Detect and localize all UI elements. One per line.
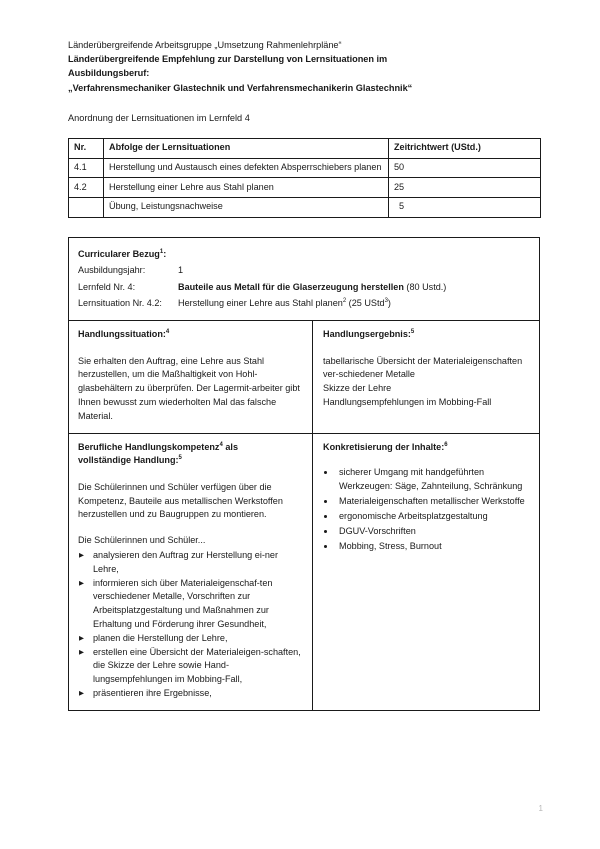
handlungssituation-text: Sie erhalten den Auftrag, eine Lehre aus Stahl herzustellen, um die Maßhaltigkeit von Hohl-glasbehältern zu überprüfen. Der Lagermit-arbeiter gibt Ihnen bewusst zum wiederholten Mal das falsche Material. [78, 355, 300, 421]
list-item: • sicherer Umgang mit handgeführten Werkzeugen: Säge, Zahnteilung, Schränkung [336, 466, 531, 494]
footnote-marker-1: 1 [159, 248, 164, 255]
lernfeld-hours: (80 Ustd.) [403, 281, 447, 292]
handlungsergebnis-heading [323, 328, 531, 342]
konkretisierung-heading [323, 441, 531, 455]
handlungsergebnis-line: tabellarische Übersicht der Materialeigenschaften ver-schiedener Metalle [323, 355, 523, 380]
lernsituationen-overview-table [68, 138, 541, 218]
curricular-reference-section [69, 238, 539, 321]
cell-abfolge: Übung, Leistungsnachweise [104, 197, 389, 217]
lernfeld-value-wrap [178, 279, 446, 296]
list-item: • Mobbing, Stress, Burnout [336, 540, 531, 554]
lernfeld-row [78, 279, 531, 296]
header-line-4: „Verfahrensmechaniker Glastechnik und Verfahrensmechanikerin Glastechnik“ [68, 82, 413, 93]
cell-abfolge: Herstellung einer Lehre aus Stahl planen [104, 178, 389, 198]
cell-nr: 4.1 [69, 158, 104, 178]
handlungsergebnis-heading-text: Handlungsergebnis: [323, 329, 411, 339]
handlungsergebnis-cell [313, 321, 539, 433]
handlungsergebnis-line: Handlungsempfehlungen im Mobbing-Fall [323, 396, 492, 407]
cell-zeitrichtwert: 25 [389, 178, 541, 198]
footnote-marker-4: 4 [165, 328, 170, 335]
footnote-marker-4: 4 [219, 441, 223, 448]
header-line-1: Länderübergreifende Arbeitsgruppe „Umsetzung Rahmenlehrpläne“ [68, 40, 342, 50]
column-header-abfolge: Abfolge der Lernsituationen [104, 138, 389, 158]
konkretisierung-list [323, 466, 531, 554]
cell-zeitrichtwert: 50 [389, 158, 541, 178]
list-item: ▶ analysieren den Auftrag zur Herstellung ei-ner Lehre, [78, 549, 303, 577]
list-item: • ergonomische Arbeitsplatzgestaltung [336, 510, 531, 524]
curricular-title-colon: : [163, 248, 167, 259]
handlungskompetenz-list [78, 549, 303, 701]
column-header-nr: Nr. [69, 138, 104, 158]
lernsituation-hours-pre: (25 UStd [346, 298, 385, 309]
header-line-3: Ausbildungsberuf: [68, 68, 150, 79]
list-item: ▶ erstellen eine Übersicht der Materialeigen-schaften, die Skizze der Lehre sowie Hand-lungsempfehlungen im Mobbing-Fall, [78, 646, 303, 687]
curricular-title [78, 246, 531, 263]
lernfeld-label: Lernfeld Nr. 4: [78, 281, 136, 292]
section-subtitle: Anordnung der Lernsituationen im Lernfeld 4 [68, 112, 250, 123]
curricular-title-text: Curricularer Bezug [78, 248, 160, 259]
handlungskompetenz-lead: Die Schülerinnen und Schüler... [78, 535, 206, 546]
table-header-row [69, 138, 541, 158]
handlungssituation-heading-text: Handlungssituation: [78, 329, 166, 339]
lernsituation-row [78, 295, 531, 312]
konkretisierung-heading-text: Konkretisierung der Inhalte: [323, 441, 445, 452]
handlungskompetenz-heading-line1b: als [222, 441, 238, 452]
lernsituation-value-wrap [178, 295, 391, 312]
handlungskompetenz-heading-line2: vollständige Handlung: [78, 455, 179, 466]
lernsituation-detail-box [68, 237, 540, 711]
ausbildungsjahr-value: 1 [178, 265, 184, 276]
ausbildungsjahr-row [78, 262, 531, 279]
footnote-marker-5: 5 [178, 455, 182, 462]
handlungskompetenz-cell [69, 434, 313, 710]
list-item: • Materialeigenschaften metallischer Werkstoffe [336, 495, 531, 509]
lernsituation-label: Lernsituation Nr. 4.2: [78, 298, 162, 309]
footnote-marker-2: 2 [342, 298, 347, 305]
ausbildungsjahr-label: Ausbildungsjahr: [78, 265, 146, 276]
list-item: ▶ präsentieren ihre Ergebnisse, [78, 687, 303, 701]
table-row [69, 178, 541, 198]
cell-nr: 4.2 [69, 178, 104, 198]
competence-contents-section [69, 434, 539, 710]
cell-nr [69, 197, 104, 217]
list-item: ▶ planen die Herstellung der Lehre, [78, 632, 303, 646]
cell-abfolge: Herstellung und Austausch eines defekten Absperrschiebers planen [104, 158, 389, 178]
handlungssituation-cell [69, 321, 313, 433]
document-header [68, 38, 540, 95]
lernfeld-value: Bauteile aus Metall für die Glaserzeugung herstellen [178, 281, 404, 292]
lernsituation-hours-post: ) [387, 298, 391, 309]
cell-zeitrichtwert: 5 [389, 197, 541, 217]
lernsituation-value: Herstellung einer Lehre aus Stahl planen [178, 298, 343, 309]
page-number: 1 [538, 804, 543, 813]
handlungskompetenz-intro: Die Schülerinnen und Schüler verfügen über die Kompetenz, Bauteile aus metallischen Werkstoffen herzustellen und zu Baugruppen zu montieren. [78, 481, 283, 520]
list-item: ▶ informieren sich über Materialeigenschaf-ten verschiedener Metalle, Vorschriften zur Arbeitsplatzgestaltung und Maßnahmen zur Erhaltung und Förderung ihrer Gesundheit, [78, 577, 303, 632]
handlungssituation-heading [78, 328, 303, 342]
table-row [69, 197, 541, 217]
table-row [69, 158, 541, 178]
footnote-marker-6: 6 [444, 441, 448, 448]
handlungskompetenz-heading [78, 441, 303, 468]
situation-result-section [69, 321, 539, 434]
column-header-zeitrichtwert: Zeitrichtwert (UStd.) [389, 138, 541, 158]
handlungskompetenz-heading-line1: Berufliche Handlungskompetenz [78, 441, 220, 452]
list-item: • DGUV-Vorschriften [336, 525, 531, 539]
header-line-2: Länderübergreifende Empfehlung zur Darstellung von Lernsituationen im [68, 54, 388, 65]
footnote-marker-3: 3 [384, 298, 388, 305]
handlungsergebnis-line: Skizze der Lehre [323, 383, 392, 394]
footnote-marker-5: 5 [410, 328, 415, 335]
konkretisierung-cell [313, 434, 539, 710]
